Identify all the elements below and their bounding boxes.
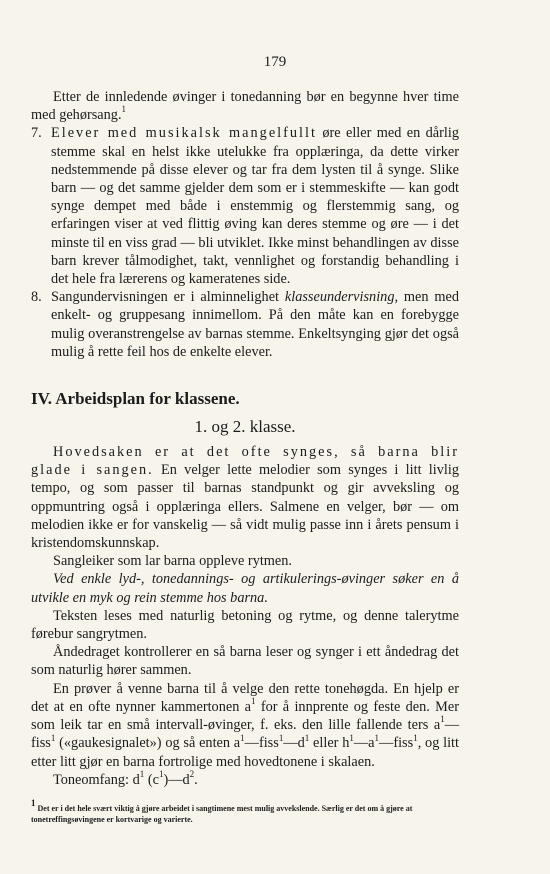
item8-text-a: Sangundervisningen er i alminnelighet	[51, 289, 285, 306]
item-number: 8.	[31, 289, 42, 306]
paragraph: Sangleiker som lar barna oppleve rytmen.	[53, 553, 292, 570]
footnote-marker: 1	[31, 798, 36, 809]
page-number: 179	[263, 54, 287, 70]
text-run: («gaukesignalet») og så enten a	[55, 735, 241, 752]
text-run: —fiss	[379, 735, 414, 752]
superscript: 1	[440, 714, 445, 725]
superscript: 1	[50, 732, 56, 743]
paragraph	[31, 768, 459, 789]
text-run: .	[194, 771, 198, 788]
footnote-ref: 1	[121, 104, 127, 115]
superscript: 1	[374, 732, 380, 743]
text-run: —d	[283, 735, 305, 752]
footnote-text: Det er i det hele svært viktig å gjøre arbeidet i sangtimene mest mulig avvekslende. Særlig er det om å gjøre at tonetreffingsøvingene er kortvarige og varierte.	[31, 803, 413, 824]
text-run: , og litt etter litt gjør en barna fortrolige med hovedtonene i skalaen.	[31, 735, 459, 770]
intro-text: Etter de innledende øvinger i tonedanning bør en begynne hver time med gehørsang.	[31, 89, 459, 124]
item8-text-b: men med enkelt- og gruppesang innimellom. På den måte kan en forebygge mulig overanstrengelse av barnas stemme. Enkeltsynging gjør det også mulig å rette feil hos de enkelte elever.	[51, 289, 459, 360]
p1-text: En velger lette melodier som synges i litt livlig tempo, og som passer til barnas standpunkt og gir avveksling og oppmuntring også i opplæringa ellers. Salmene en velger, bør — om melodien ikke er for vanskelig — så vidt mulig passe inn i årets pensum i kristendomskunnskap.	[31, 462, 459, 552]
p1-lead: Hovedsaken er at det ofte synges, så barna blir glade i sangen.	[31, 444, 459, 479]
text-run: En prøver å venne barna til å velge den rette tonehøgda. En hjelp er det at en ofte nynner kammertonen a	[31, 680, 459, 715]
superscript: 2	[189, 768, 195, 779]
page-content	[31, 88, 459, 825]
superscript: 1	[139, 768, 145, 779]
text-run: Toneomfang: d	[53, 771, 140, 788]
paragraph	[31, 680, 459, 771]
text-run: —a	[353, 735, 375, 752]
text-run: )—d	[163, 771, 190, 788]
footnote	[31, 798, 459, 825]
item7-lead: Elever med musikalsk mangelfullt	[51, 125, 317, 142]
item-number: 7.	[31, 125, 42, 142]
superscript: 1	[278, 732, 284, 743]
section-heading: IV. Arbeidsplan for klassene.	[31, 389, 240, 409]
superscript: 1	[413, 732, 418, 743]
text-run: —fiss	[244, 735, 279, 752]
item8-emphasis: klasseundervisning,	[284, 289, 399, 306]
paragraph	[31, 443, 459, 552]
paragraph-italic	[31, 570, 459, 606]
list-item-7	[31, 124, 459, 288]
text-run: eller h	[309, 735, 350, 752]
text-run: (c	[144, 771, 159, 788]
superscript: 1	[304, 732, 310, 743]
superscript: 1	[349, 732, 354, 743]
intro-paragraph	[31, 88, 459, 124]
superscript: 1	[251, 696, 256, 707]
paragraph: Åndedraget kontrollerer en så barna leser og synger i ett åndedrag det som naturlig hører sammen.	[31, 644, 459, 679]
superscript: 1	[158, 768, 164, 779]
p3-text: Ved enkle lyd-, tonedannings- og artikulerings-øvinger søker en å utvikle en myk og rein stemme hos barna.	[31, 571, 459, 606]
text-run: for å innprente og feste den. Mer som leik tar en små intervall-øvinger, f. eks. den lille fallende ters a	[31, 698, 459, 734]
list-item-8	[31, 288, 459, 361]
superscript: 1	[240, 732, 245, 743]
item7-text: øre eller med en dårlig stemme skal en helst ikke utelukke fra opplæringa, da dette virker nedstemmende på disse elever og tar fra dem lysten til å synge. Slike barn — og det samme gjelder dem som er i stemmeskifte — kan godt synge dempet med både i enstemmig og flerstemmig sang, og erfaringen viser at ved flittig øving kan deres stemme og øre — i det minste til en viss grad — bli utviklet. Ikke minst behandlingen av disse barn krever tålmodighet, takt, vennlighet og forstandig behandling i det hele fra lærerens og kameratenes side.	[51, 125, 459, 288]
text-run: —fiss	[31, 717, 459, 752]
paragraph: Teksten leses med naturlig betoning og rytme, og denne talerytme førebur sangrytmen.	[31, 607, 459, 643]
subsection-heading: 1. og 2. klasse.	[194, 417, 296, 437]
